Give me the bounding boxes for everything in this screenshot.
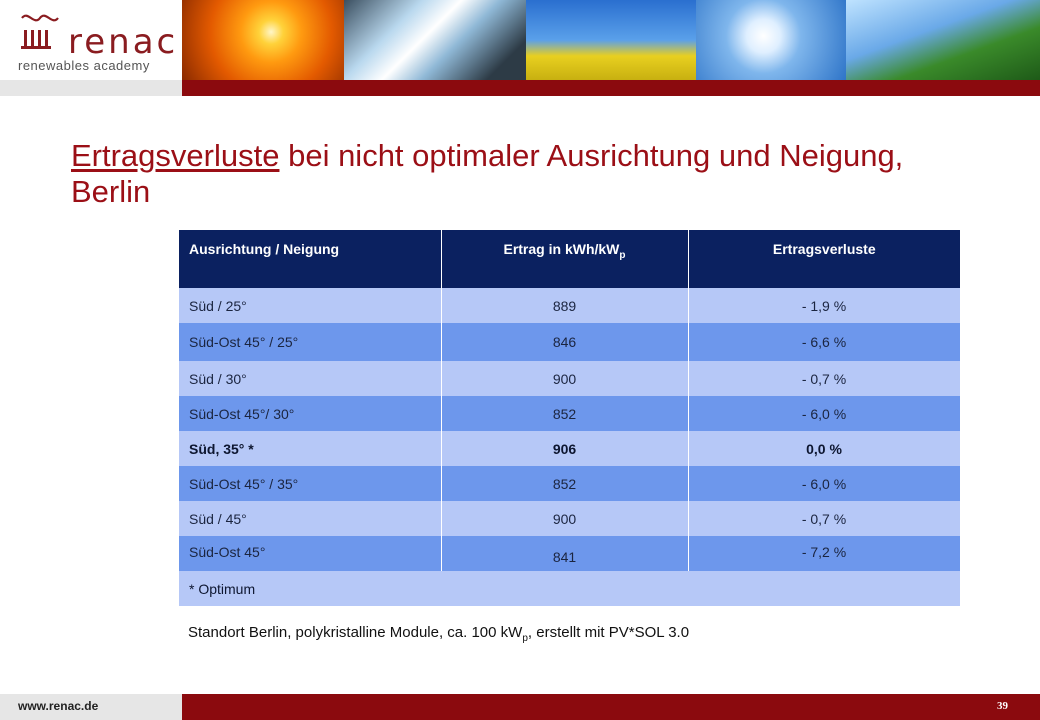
logo-name: renac (68, 22, 179, 62)
header-orientation: Ausrichtung / Neigung (179, 230, 441, 288)
cell-loss: - 6,0 % (688, 396, 960, 431)
table-row (179, 501, 960, 536)
slide-title (71, 138, 971, 210)
header-yield-sub: p (619, 249, 626, 261)
table-footnote-row (179, 571, 960, 606)
table-row (179, 361, 960, 396)
logo[interactable] (0, 0, 182, 96)
cell-loss: - 6,0 % (688, 466, 960, 501)
header-loss: Ertragsverluste (688, 230, 960, 288)
caption-after: , erstellt mit PV*SOL 3.0 (527, 624, 690, 641)
footer-red-bar (182, 694, 1040, 720)
cell-orientation: Süd-Ost 45° / 25° (179, 323, 441, 361)
cell-loss: - 0,7 % (688, 361, 960, 396)
caption-sub: p (522, 633, 528, 644)
title-rest: bei nicht optimaler Ausrichtung und Neigung, Berlin (71, 138, 904, 209)
table-row (179, 466, 960, 501)
cell-orientation: Süd-Ost 45° (179, 536, 441, 571)
cell-yield: 900 (441, 501, 688, 536)
table-header-row (179, 230, 960, 288)
cell-loss: - 7,2 % (688, 536, 960, 571)
table-row (179, 396, 960, 431)
cell-orientation: Süd-Ost 45° / 35° (179, 466, 441, 501)
cell-yield: 852 (441, 466, 688, 501)
cell-orientation: Süd, 35° * (179, 431, 441, 466)
cell-optimum-note: * Optimum (179, 571, 960, 606)
caption (188, 624, 689, 644)
footer-url-link[interactable]: www.renac.de (18, 699, 99, 713)
header-yield (441, 230, 688, 288)
cell-orientation: Süd-Ost 45°/ 30° (179, 396, 441, 431)
cell-yield: 900 (441, 361, 688, 396)
header (0, 0, 1040, 96)
yield-loss-table (179, 230, 961, 606)
cell-yield: 906 (441, 431, 688, 466)
cell-orientation: Süd / 30° (179, 361, 441, 396)
table-row (179, 536, 960, 571)
rapeseed-photo (526, 0, 696, 80)
logo-gray-bar (0, 80, 182, 96)
page-number: 39 (997, 700, 1008, 712)
table-row (179, 323, 960, 361)
title-underlined-term[interactable]: Ertragsverluste (71, 138, 280, 173)
waterfall-photo (344, 0, 526, 80)
dandelion-photo (696, 0, 846, 80)
cell-loss: - 0,7 % (688, 501, 960, 536)
corn-photo (846, 0, 1040, 80)
cell-yield: 889 (441, 288, 688, 323)
cell-loss: 0,0 % (688, 431, 960, 466)
header-yield-main: Ertrag in kWh/kW (503, 241, 620, 257)
cell-yield: 852 (441, 396, 688, 431)
renac-logo-icon (18, 10, 62, 54)
caption-before: Standort Berlin, polykristalline Module, ca. 100 kW (188, 624, 523, 641)
cell-loss: - 1,9 % (688, 288, 960, 323)
header-photo-strip (182, 0, 1040, 80)
header-red-bar (182, 80, 1040, 96)
cell-yield: 846 (441, 323, 688, 361)
cell-orientation: Süd / 45° (179, 501, 441, 536)
table-row-optimum (179, 431, 960, 466)
sunset-photo (182, 0, 344, 80)
cell-orientation: Süd / 25° (179, 288, 441, 323)
table-row (179, 288, 960, 323)
cell-yield: 841 (441, 536, 688, 571)
cell-loss: - 6,6 % (688, 323, 960, 361)
logo-tagline: renewables academy (18, 58, 150, 73)
